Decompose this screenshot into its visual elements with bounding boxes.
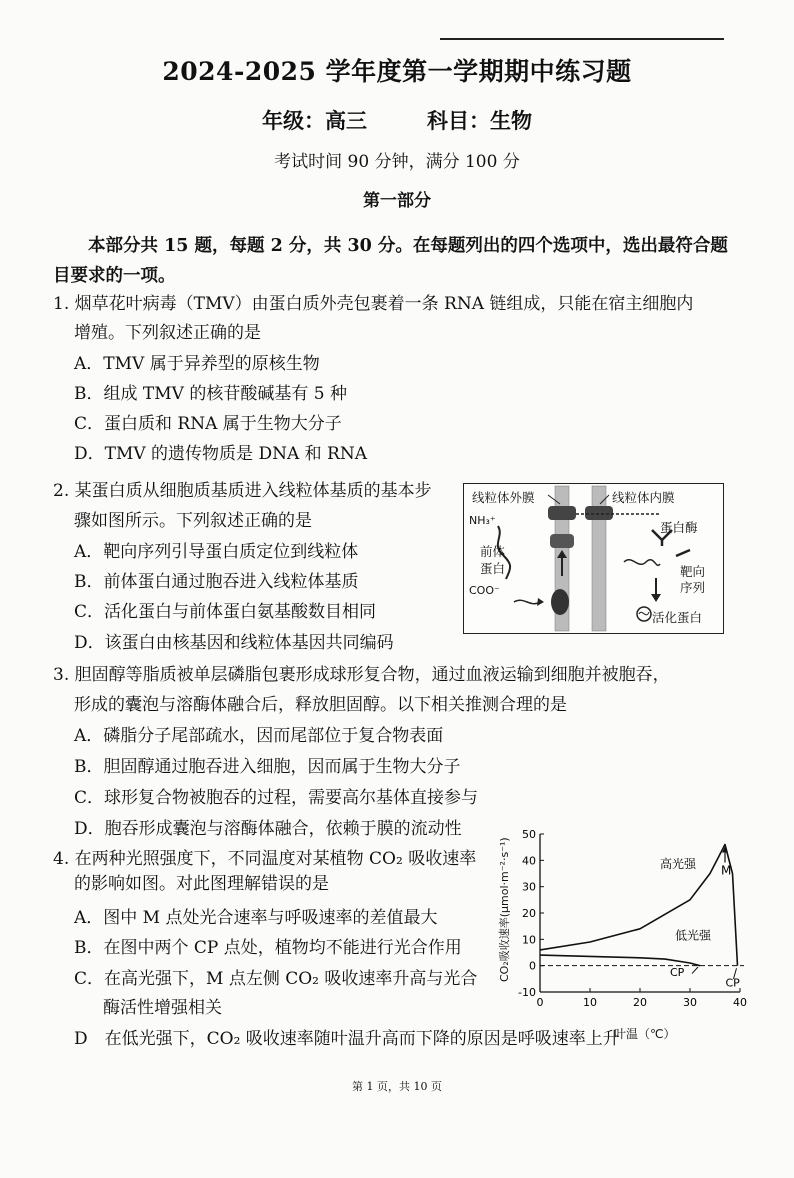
grade-subject-line [0,105,794,135]
target-seq-label-1: 靶向 [680,564,706,579]
mitochondria-import-diagram [463,483,724,634]
q4-option-c-cont: 酶活性增强相关 [103,998,222,1018]
q3-stem-line2: 形成的囊泡与溶酶体融合后，释放胆固醇。以下相关推测合理的是 [74,695,567,715]
q2-option-c: C．活化蛋白与前体蛋白氨基酸数目相同 [74,602,377,622]
folded-protein [551,589,569,615]
cp-point-label-1: CP [670,966,685,980]
q1-stem-line1: 1. 烟草花叶病毒（TMV）由蛋白质外壳包裹着一条 RNA 链组成，只能在宿主细胞内 [53,294,694,314]
x-tick-label: 30 [683,996,697,1009]
x-tick-label: 0 [536,996,544,1009]
q4-stem-line2: 的影响如图。对此图理解错误的是 [74,874,329,894]
part-title: 第一部分 [363,191,431,211]
q3-option-a: A．磷脂分子尾部疏水，因而尾部位于复合物表面 [74,726,444,746]
m-point-label: M [721,863,732,878]
chart-axes [540,834,744,992]
inner-membrane-label: 线粒体内膜 [612,490,675,505]
y-tick-label: 20 [522,907,536,920]
q1-stem-line2: 增殖。下列叙述正确的是 [74,323,261,343]
y-tick-label: -10 [518,986,536,999]
inner-channel [585,506,613,520]
outer-channel-lower [550,534,574,548]
target-seq-label-2: 序列 [680,580,706,595]
q4-option-b: B．在图中两个 CP 点处，植物均不能进行光合作用 [74,938,462,958]
q3-option-d: D．胞吞形成囊泡与溶酶体融合，依赖于膜的流动性 [74,819,462,839]
co2-uptake-chart [494,822,750,1042]
chart-ticks [518,828,747,1009]
q1-option-b: B．组成 TMV 的核苷酸碱基有 5 种 [74,384,347,404]
q2-stem-line1: 2. 某蛋白质从细胞质基质进入线粒体基质的基本步 [53,481,432,501]
protease-label: 蛋白酶 [660,520,698,535]
series-line-1 [540,845,738,966]
series-label-low: 低光强 [675,928,712,943]
q1-option-d: D．TMV 的遗传物质是 DNA 和 RNA [74,444,368,464]
grade-label: 年级：高三 [262,108,367,133]
y-tick-label: 40 [522,854,536,868]
precursor-label-1: 前体 [480,544,506,559]
q2-stem-line2: 骤如图所示。下列叙述正确的是 [74,511,312,531]
subject-label: 科目：生物 [427,108,532,133]
page-title: 2024-2025 学年度第一学期期中练习题 [162,57,632,86]
header-rule [440,38,724,40]
outer-channel [548,506,576,520]
y-tick-label: 30 [522,880,536,894]
q4-option-a: A．图中 M 点处光合速率与呼吸速率的差值最大 [74,908,438,928]
q3-option-c: C．球形复合物被胞吞的过程，需要高尔基体直接参与 [74,788,479,808]
chart-annotations [660,847,740,990]
nh3-label: NH₃⁺ [469,514,496,527]
x-axis-label: 叶温（℃） [614,1027,676,1041]
outer-membrane-label: 线粒体外膜 [472,490,535,505]
q2-option-a: A．靶向序列引导蛋白质定位到线粒体 [74,542,359,562]
series-label-high: 高光强 [660,857,697,872]
coo-chain [514,600,540,603]
x-tick-label: 20 [633,996,647,1009]
cp-point-label-2: CP [725,976,740,990]
q1-option-c: C．蛋白质和 RNA 属于生物大分子 [74,414,342,434]
y-axis-label: CO₂吸收速率(μmol·m⁻²·s⁻¹) [498,837,511,982]
coo-label: COO⁻ [469,584,500,597]
y-tick-label: 50 [522,828,536,841]
q3-option-b: B．胆固醇通过胞吞进入细胞，因而属于生物大分子 [74,757,461,777]
chart-series [540,845,738,966]
y-tick-label: 10 [522,933,536,947]
cp1-pointer [692,967,698,974]
y-tick-label: 0 [529,959,536,973]
q4-stem-line1: 4. 在两种光照强度下，不同温度对某植物 CO₂ 吸收速率 [53,849,477,869]
q1-option-a: A．TMV 属于异养型的原核生物 [74,354,320,374]
page-footer: 第 1 页，共 10 页 [352,1080,442,1093]
q2-option-d: D．该蛋白由核基因和线粒体基因共同编码 [74,633,394,653]
instructions: 本部分共 15 题，每题 2 分，共 30 分。在每题列出的四个选项中，选出最符合题目要求的一项。 [53,236,728,286]
x-tick-label: 10 [583,996,597,1009]
q2-option-b: B．前体蛋白通过胞吞进入线粒体基质 [74,572,359,592]
x-tick-label: 40 [733,996,747,1009]
q4-option-c: C．在高光强下，M 点左侧 CO₂ 吸收速率升高与光合 [74,969,478,989]
q3-stem-line1: 3. 胆固醇等脂质被单层磷脂包裹形成球形复合物，通过血液运输到细胞并被胞吞， [53,665,670,685]
precursor-label-2: 蛋白 [480,561,506,576]
series-line-2 [540,955,700,966]
q4-option-d: D 在低光强下，CO₂ 吸收速率随叶温升高而下降的原因是呼吸速率上升 [74,1029,620,1049]
exam-info: 考试时间 90 分钟，满分 100 分 [274,152,520,172]
active-protein-label: 活化蛋白 [652,610,703,625]
